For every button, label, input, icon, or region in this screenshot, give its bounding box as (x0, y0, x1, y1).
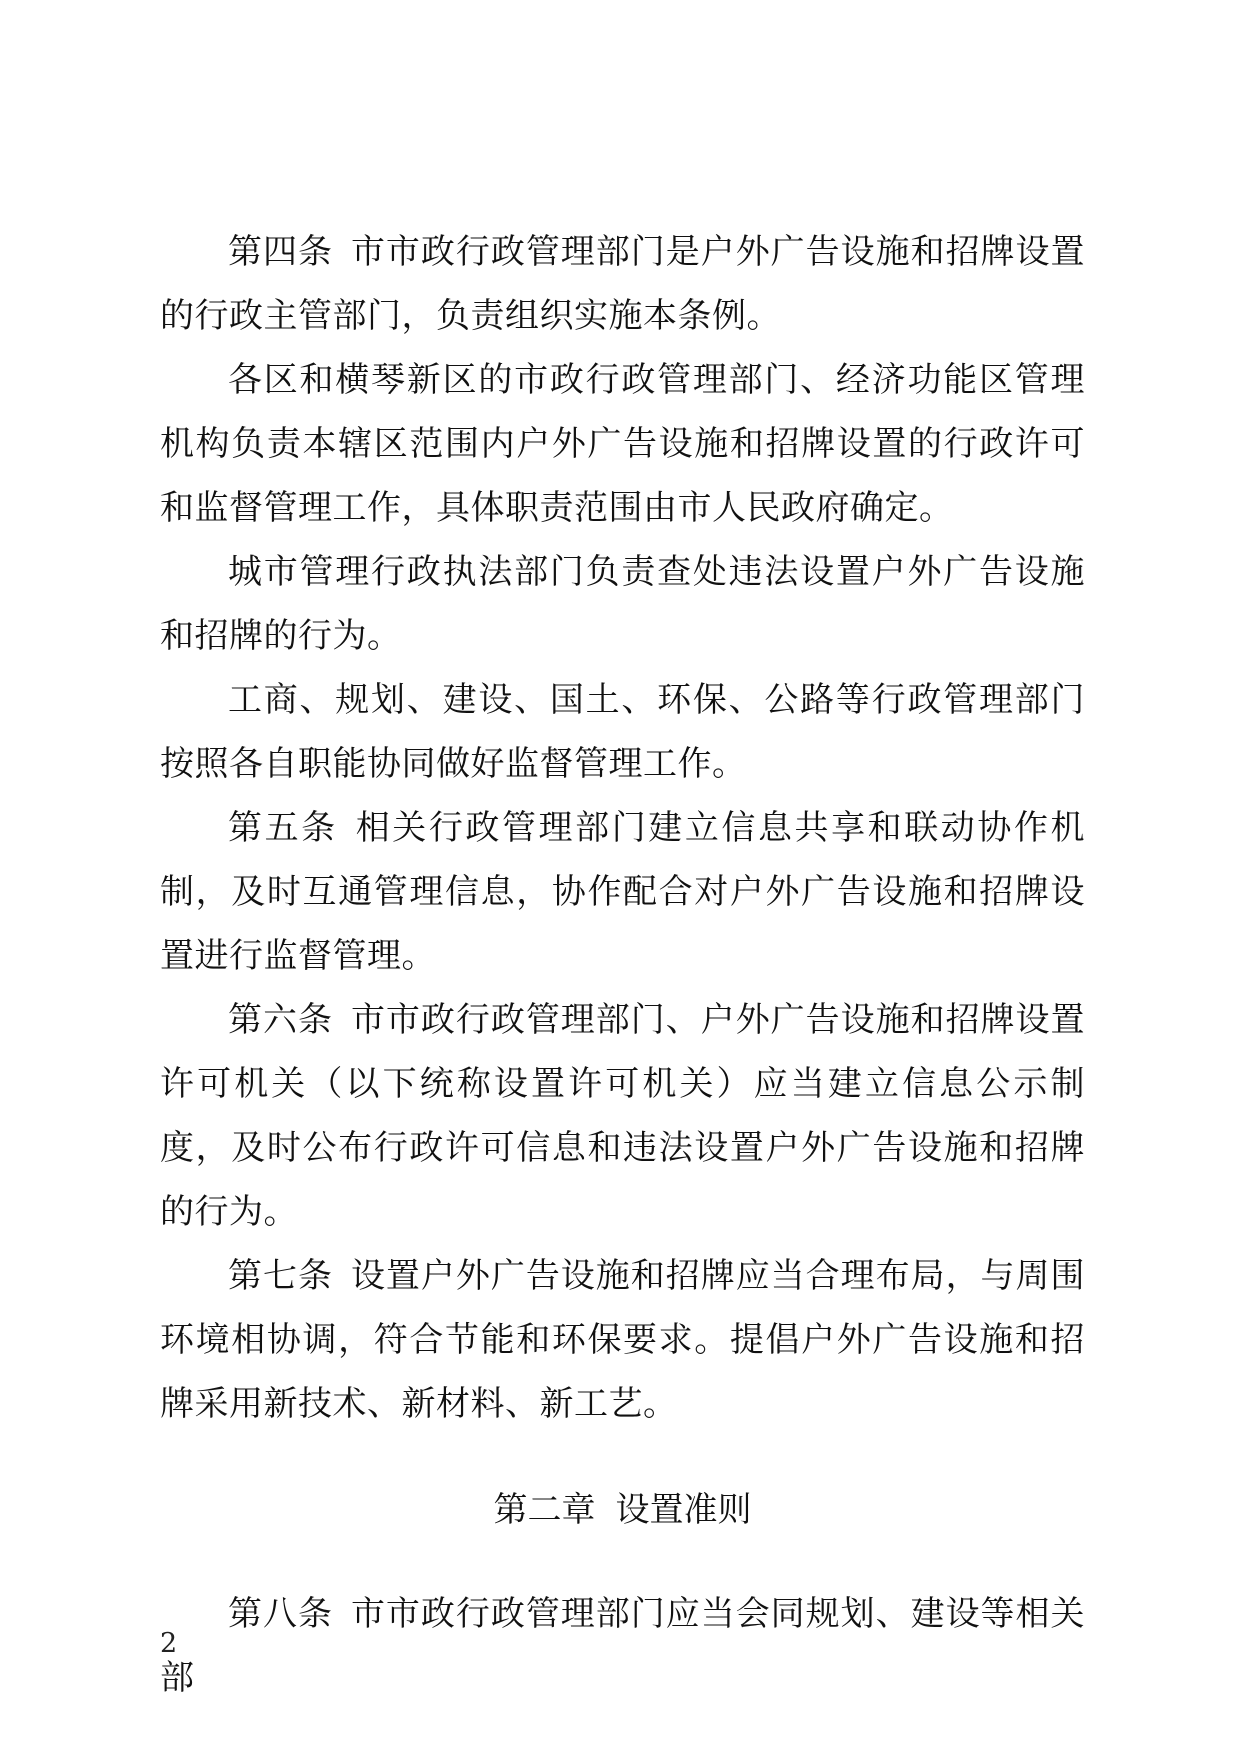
article-label: 第八条 (228, 1594, 333, 1634)
paragraph-text: 市市政行政管理部门是户外广告设施和招牌设置的行政主管部门，负责组织实施本条例。 (160, 232, 1086, 336)
article-label: 第六条 (228, 1000, 333, 1040)
page-number: 2 (160, 1628, 178, 1659)
article-4-paragraph-3 (160, 540, 1085, 668)
article-label: 第四条 (228, 232, 333, 272)
article-5-paragraph (160, 796, 1085, 988)
article-7-paragraph (160, 1244, 1085, 1436)
paragraph-text: 各区和横琴新区的市政行政管理部门、经济功能区管理机构负责本辖区范围内户外广告设施和招牌设置的行政许可和监督管理工作，具体职责范围由市人民政府确定。 (160, 360, 1085, 528)
article-8-paragraph (160, 1582, 1085, 1710)
paragraph-text: 城市管理行政执法部门负责查处违法设置户外广告设施和招牌的行为。 (160, 552, 1085, 656)
article-4-paragraph-4 (160, 668, 1085, 796)
paragraph-text: 市市政行政管理部门应当会同规划、建设等相关部 (160, 1594, 1086, 1698)
body-text (160, 220, 1085, 1710)
paragraph-text: 相关行政管理部门建立信息共享和联动协作机制，及时互通管理信息，协作配合对户外广告设施和招牌设置进行监督管理。 (160, 808, 1086, 976)
article-label: 第七条 (228, 1256, 333, 1296)
chapter-heading (160, 1478, 1085, 1542)
paragraph-text: 工商、规划、建设、国土、环保、公路等行政管理部门按照各自职能协同做好监督管理工作。 (160, 680, 1085, 784)
article-4-paragraph-2 (160, 348, 1085, 540)
paragraph-text: 设置户外广告设施和招牌应当合理布局，与周围环境相协调，符合节能和环保要求。提倡户外广告设施和招牌采用新技术、新材料、新工艺。 (160, 1256, 1086, 1424)
chapter-title: 设置准则 (615, 1490, 752, 1530)
chapter-number: 第二章 (493, 1490, 596, 1530)
paragraph-text: 市市政行政管理部门、户外广告设施和招牌设置许可机关（以下统称设置许可机关）应当建立信息公示制度，及时公布行政许可信息和违法设置户外广告设施和招牌的行为。 (160, 1000, 1086, 1232)
article-6-paragraph (160, 988, 1085, 1244)
article-label: 第五条 (228, 808, 338, 848)
article-4-paragraph (160, 220, 1085, 348)
